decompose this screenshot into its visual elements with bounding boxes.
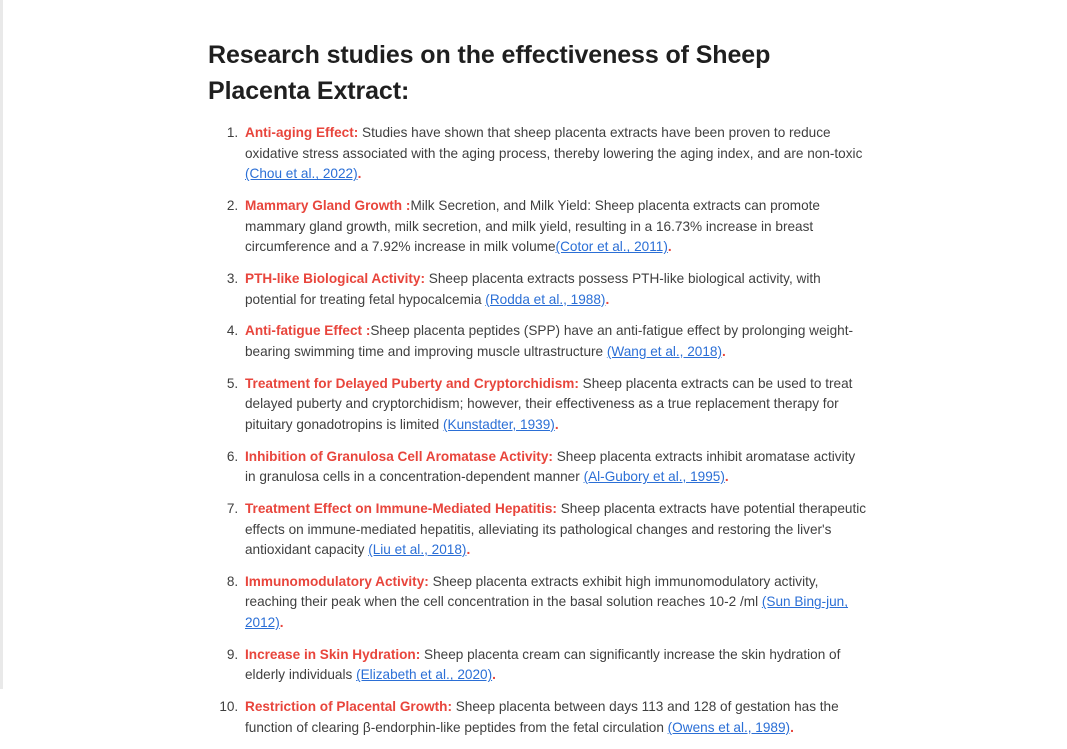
item-body: Milk Secretion, and Milk Yield: Sheep placenta extracts can promote mammary gland growth, milk secretion, and milk yield, resulting in a 16.73% increase in breast circumference and a 7.92% increase in milk volume: [245, 197, 820, 255]
list-item: [242, 374, 868, 436]
list-item: [242, 645, 868, 686]
item-body: Sheep placenta peptides (SPP) have an anti-fatigue effect by prolonging weight-bearing swimming time and improving muscle ultrastructure: [245, 323, 854, 359]
list-item: [242, 447, 868, 488]
item-tail: .: [667, 239, 672, 255]
item-tail: .: [279, 615, 284, 631]
item-separator: :: [548, 448, 553, 464]
item-separator: :: [402, 197, 411, 213]
item-separator: :: [420, 270, 426, 286]
document-content: [208, 38, 868, 749]
item-term: PTH-like Biological Activity: [245, 270, 421, 286]
item-term: Anti-fatigue Effect :: [245, 323, 371, 339]
citation-link[interactable]: (Elizabeth et al., 2020): [356, 667, 493, 683]
item-term: Immunomodulatory Activity: [245, 573, 425, 589]
citation-link[interactable]: (Sun Bing-jun, 2012): [245, 594, 849, 631]
item-term: Inhibition of Granulosa Cell Aromatase Activity: [245, 448, 549, 464]
item-term: Anti-aging Effect: [245, 125, 354, 140]
item-body: Sheep placenta cream can significantly increase the skin hydration of elderly individuals: [245, 646, 841, 683]
item-term: Mammary Gland Growth: [245, 197, 403, 213]
list-item: [242, 269, 868, 310]
item-tail: .: [554, 416, 559, 432]
item-tail: .: [466, 542, 471, 558]
item-separator: :: [415, 646, 421, 662]
item-term: Increase in Skin Hydration: [245, 646, 416, 662]
item-tail: .: [357, 166, 362, 182]
item-body: Sheep placenta extracts can be used to treat delayed puberty and cryptorchidism; however, their effectiveness as a true replacement therapy for pituitary gonadotropins is limited: [245, 375, 853, 432]
item-body: Sheep placenta between days 113 and 128 of gestation has the function of clearing β-endorphin-like peptides from the fetal circulation: [245, 699, 839, 735]
citation-link[interactable]: (Chou et al., 2022): [245, 166, 358, 182]
item-tail: .: [605, 291, 610, 307]
citation-link[interactable]: (Kunstadter, 1939): [442, 416, 555, 432]
item-separator: :: [353, 125, 359, 140]
item-separator: :: [574, 375, 579, 391]
research-list: [208, 123, 868, 738]
page-title: Research studies on the effectiveness of Sheep Placenta Extract:: [208, 41, 771, 105]
item-body: Studies have shown that sheep placenta extracts have been proven to reduce oxidative stress associated with the aging process, thereby lowering the aging index, and are non-toxic: [245, 125, 863, 161]
citation-link[interactable]: (Cotor et al., 2011): [555, 239, 668, 255]
list-item: [242, 572, 868, 634]
item-term: Restriction of Placental Growth: [245, 699, 448, 715]
item-body: Sheep placenta extracts possess PTH-like biological activity, with potential for treating fetal hypocalcemia: [245, 270, 821, 307]
item-tail: .: [722, 343, 726, 359]
list-item: [242, 123, 868, 185]
list-item: [242, 499, 868, 561]
citation-link[interactable]: (Liu et al., 2018): [368, 542, 467, 558]
citation-link[interactable]: (Wang et al., 2018): [606, 343, 722, 359]
item-separator: :: [552, 500, 557, 516]
item-body: Sheep placenta extracts inhibit aromatase activity in granulosa cells in a concentration-dependent manner: [245, 448, 856, 485]
item-tail: .: [790, 719, 794, 735]
citation-link[interactable]: (Owens et al., 1989): [667, 719, 791, 735]
page-left-rule: [0, 0, 3, 689]
item-tail: .: [724, 469, 729, 485]
item-separator: :: [447, 699, 452, 715]
item-body: Sheep placenta extracts have potential therapeutic effects on immune-mediated hepatitis, alleviating its pathological changes and restoring the liver's antioxidant capacity: [245, 500, 867, 558]
item-term: Treatment for Delayed Puberty and Cryptorchidism: [245, 375, 575, 391]
item-separator: :: [424, 573, 429, 589]
item-term: Treatment Effect on Immune-Mediated Hepatitis: [245, 500, 553, 516]
item-tail: .: [492, 667, 496, 683]
list-item: [242, 196, 868, 258]
citation-link[interactable]: (Al-Gubory et al., 1995): [583, 469, 725, 485]
item-body: Sheep placenta extracts exhibit high immunomodulatory activity, reaching their peak when the cell concentration in the basal solution reaches 10-2 /ml: [245, 573, 819, 610]
list-item: [242, 697, 868, 738]
citation-link[interactable]: (Rodda et al., 1988): [485, 291, 606, 307]
list-item: [242, 321, 868, 362]
